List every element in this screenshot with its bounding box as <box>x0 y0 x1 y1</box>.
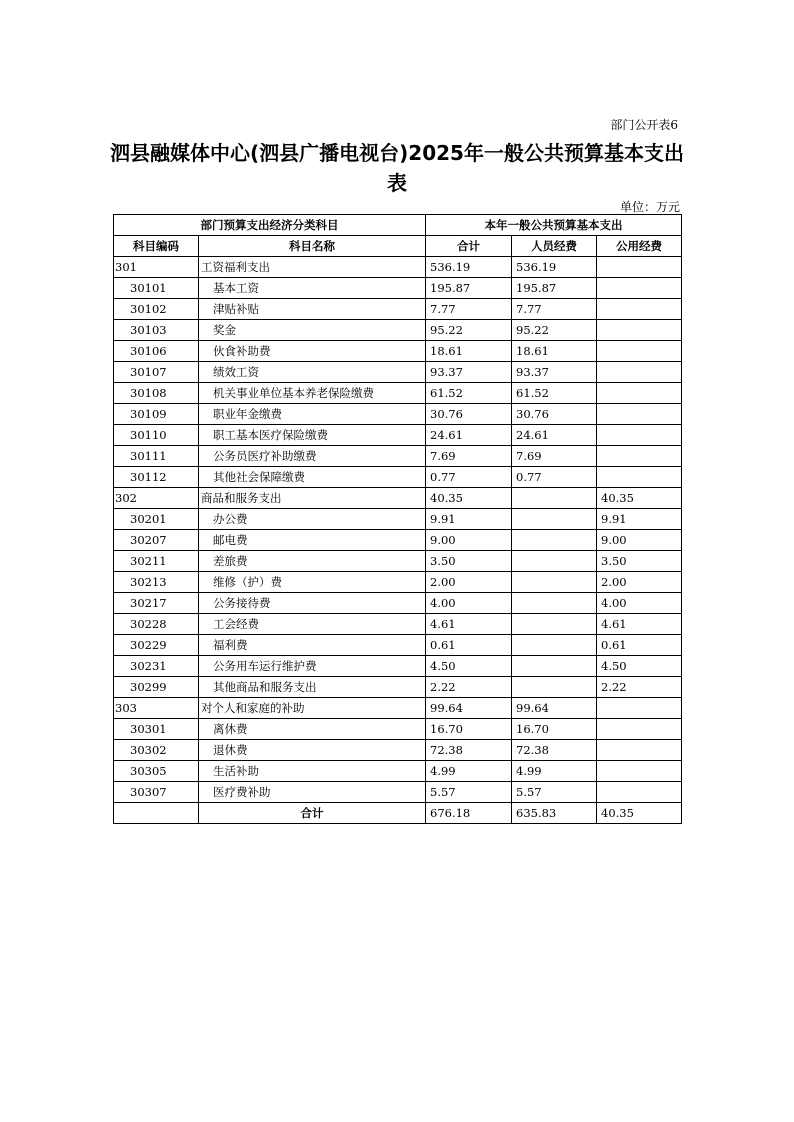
row-subject-name: 邮电费 <box>199 530 426 551</box>
row-total: 24.61 <box>426 425 512 446</box>
row-public-expense <box>597 425 682 446</box>
row-personnel-expense <box>512 488 597 509</box>
header-personnel-expense: 人员经费 <box>512 236 597 257</box>
total-row-total: 676.18 <box>426 803 512 824</box>
row-personnel-expense <box>512 593 597 614</box>
table-row <box>114 467 682 488</box>
row-total: 5.57 <box>426 782 512 803</box>
header-group-economic-class: 部门预算支出经济分类科目 <box>114 215 426 236</box>
table-row <box>114 320 682 341</box>
row-public-expense: 4.00 <box>597 593 682 614</box>
table-row <box>114 593 682 614</box>
row-subject-name: 医疗费补助 <box>199 782 426 803</box>
table-row <box>114 656 682 677</box>
table-row <box>114 530 682 551</box>
row-subject-name: 基本工资 <box>199 278 426 299</box>
row-personnel-expense <box>512 551 597 572</box>
row-subject-code: 30302 <box>114 740 199 761</box>
row-public-expense: 9.91 <box>597 509 682 530</box>
row-personnel-expense: 18.61 <box>512 341 597 362</box>
row-public-expense <box>597 362 682 383</box>
row-public-expense <box>597 278 682 299</box>
table-row <box>114 404 682 425</box>
table-row <box>114 614 682 635</box>
row-total: 99.64 <box>426 698 512 719</box>
table-row <box>114 551 682 572</box>
table-header <box>114 215 682 257</box>
row-public-expense <box>597 719 682 740</box>
row-subject-code: 30217 <box>114 593 199 614</box>
row-public-expense <box>597 761 682 782</box>
row-public-expense: 2.00 <box>597 572 682 593</box>
row-subject-name: 生活补助 <box>199 761 426 782</box>
row-total: 195.87 <box>426 278 512 299</box>
row-subject-name: 福利费 <box>199 635 426 656</box>
row-public-expense: 9.00 <box>597 530 682 551</box>
row-personnel-expense: 24.61 <box>512 425 597 446</box>
row-total: 536.19 <box>426 257 512 278</box>
total-row-public: 40.35 <box>597 803 682 824</box>
row-subject-name: 商品和服务支出 <box>199 488 426 509</box>
row-subject-code: 301 <box>114 257 199 278</box>
row-personnel-expense: 16.70 <box>512 719 597 740</box>
table-row <box>114 635 682 656</box>
row-subject-name: 公务员医疗补助缴费 <box>199 446 426 467</box>
row-personnel-expense: 30.76 <box>512 404 597 425</box>
row-public-expense: 4.50 <box>597 656 682 677</box>
row-subject-name: 津贴补贴 <box>199 299 426 320</box>
table-row <box>114 341 682 362</box>
row-personnel-expense: 72.38 <box>512 740 597 761</box>
row-subject-code: 30111 <box>114 446 199 467</box>
row-public-expense <box>597 467 682 488</box>
row-public-expense: 2.22 <box>597 677 682 698</box>
row-subject-code: 30110 <box>114 425 199 446</box>
row-subject-code: 30305 <box>114 761 199 782</box>
total-row-personnel: 635.83 <box>512 803 597 824</box>
table-row <box>114 677 682 698</box>
row-total: 4.00 <box>426 593 512 614</box>
row-total: 2.22 <box>426 677 512 698</box>
row-subject-code: 30231 <box>114 656 199 677</box>
row-personnel-expense: 93.37 <box>512 362 597 383</box>
page-title: 泗县融媒体中心(泗县广播电视台)2025年一般公共预算基本支出表 <box>110 141 684 195</box>
row-personnel-expense: 99.64 <box>512 698 597 719</box>
row-personnel-expense <box>512 572 597 593</box>
row-subject-code: 30102 <box>114 299 199 320</box>
table-row <box>114 782 682 803</box>
row-subject-name: 职业年金缴费 <box>199 404 426 425</box>
row-subject-code: 30299 <box>114 677 199 698</box>
row-public-expense <box>597 299 682 320</box>
row-personnel-expense: 5.57 <box>512 782 597 803</box>
table-row <box>114 278 682 299</box>
row-personnel-expense: 4.99 <box>512 761 597 782</box>
table-row <box>114 572 682 593</box>
row-subject-code: 30207 <box>114 530 199 551</box>
header-group-row <box>114 215 682 236</box>
row-public-expense <box>597 383 682 404</box>
document-label: 部门公开表6 <box>610 118 678 132</box>
row-subject-name: 奖金 <box>199 320 426 341</box>
row-total: 0.77 <box>426 467 512 488</box>
row-subject-name: 公务用车运行维护费 <box>199 656 426 677</box>
row-total: 16.70 <box>426 719 512 740</box>
table-row <box>114 362 682 383</box>
table-row <box>114 299 682 320</box>
total-row-code <box>114 803 199 824</box>
row-subject-name: 机关事业单位基本养老保险缴费 <box>199 383 426 404</box>
row-subject-code: 30229 <box>114 635 199 656</box>
row-subject-code: 30106 <box>114 341 199 362</box>
table-row <box>114 488 682 509</box>
row-subject-code: 30307 <box>114 782 199 803</box>
row-personnel-expense <box>512 677 597 698</box>
row-subject-code: 303 <box>114 698 199 719</box>
row-public-expense <box>597 446 682 467</box>
table-row <box>114 383 682 404</box>
unit-label: 单位：万元 <box>619 200 680 214</box>
row-total: 2.00 <box>426 572 512 593</box>
table-footer <box>114 803 682 824</box>
row-subject-name: 工会经费 <box>199 614 426 635</box>
row-personnel-expense <box>512 509 597 530</box>
row-subject-name: 其他商品和服务支出 <box>199 677 426 698</box>
row-total: 7.69 <box>426 446 512 467</box>
budget-table <box>113 214 682 824</box>
row-subject-name: 工资福利支出 <box>199 257 426 278</box>
table-row <box>114 509 682 530</box>
row-public-expense <box>597 404 682 425</box>
row-total: 18.61 <box>426 341 512 362</box>
table-row <box>114 698 682 719</box>
row-subject-name: 职工基本医疗保险缴费 <box>199 425 426 446</box>
row-subject-name: 办公费 <box>199 509 426 530</box>
row-subject-name: 差旅费 <box>199 551 426 572</box>
row-personnel-expense: 61.52 <box>512 383 597 404</box>
row-subject-code: 30103 <box>114 320 199 341</box>
row-subject-name: 离休费 <box>199 719 426 740</box>
row-subject-code: 30112 <box>114 467 199 488</box>
row-personnel-expense <box>512 614 597 635</box>
row-total: 0.61 <box>426 635 512 656</box>
header-group-basic-expenditure: 本年一般公共预算基本支出 <box>426 215 682 236</box>
row-subject-code: 30228 <box>114 614 199 635</box>
row-total: 4.50 <box>426 656 512 677</box>
row-personnel-expense: 0.77 <box>512 467 597 488</box>
row-subject-name: 维修（护）费 <box>199 572 426 593</box>
table-row <box>114 761 682 782</box>
table-row <box>114 257 682 278</box>
table-row <box>114 446 682 467</box>
row-personnel-expense: 7.69 <box>512 446 597 467</box>
row-total: 9.91 <box>426 509 512 530</box>
row-personnel-expense: 195.87 <box>512 278 597 299</box>
table-row <box>114 425 682 446</box>
row-subject-code: 30109 <box>114 404 199 425</box>
row-personnel-expense: 7.77 <box>512 299 597 320</box>
row-public-expense: 4.61 <box>597 614 682 635</box>
row-public-expense: 40.35 <box>597 488 682 509</box>
row-subject-code: 30211 <box>114 551 199 572</box>
row-personnel-expense <box>512 530 597 551</box>
row-subject-code: 30201 <box>114 509 199 530</box>
table-body <box>114 257 682 803</box>
row-total: 72.38 <box>426 740 512 761</box>
row-subject-name: 绩效工资 <box>199 362 426 383</box>
row-subject-code: 30301 <box>114 719 199 740</box>
table-row <box>114 719 682 740</box>
header-column-row <box>114 236 682 257</box>
row-total: 30.76 <box>426 404 512 425</box>
row-personnel-expense: 95.22 <box>512 320 597 341</box>
header-total: 合计 <box>426 236 512 257</box>
total-row <box>114 803 682 824</box>
row-total: 40.35 <box>426 488 512 509</box>
total-row-label: 合计 <box>199 803 426 824</box>
row-public-expense <box>597 782 682 803</box>
row-public-expense <box>597 698 682 719</box>
row-total: 95.22 <box>426 320 512 341</box>
row-public-expense: 0.61 <box>597 635 682 656</box>
row-total: 9.00 <box>426 530 512 551</box>
row-subject-name: 对个人和家庭的补助 <box>199 698 426 719</box>
row-subject-name: 其他社会保障缴费 <box>199 467 426 488</box>
row-personnel-expense <box>512 635 597 656</box>
row-public-expense <box>597 320 682 341</box>
row-subject-code: 302 <box>114 488 199 509</box>
row-subject-name: 退休费 <box>199 740 426 761</box>
row-total: 3.50 <box>426 551 512 572</box>
header-subject-code: 科目编码 <box>114 236 199 257</box>
header-subject-name: 科目名称 <box>199 236 426 257</box>
row-subject-name: 公务接待费 <box>199 593 426 614</box>
row-subject-code: 30107 <box>114 362 199 383</box>
row-public-expense <box>597 257 682 278</box>
row-personnel-expense: 536.19 <box>512 257 597 278</box>
table-row <box>114 740 682 761</box>
row-total: 93.37 <box>426 362 512 383</box>
row-total: 61.52 <box>426 383 512 404</box>
row-total: 4.61 <box>426 614 512 635</box>
row-total: 7.77 <box>426 299 512 320</box>
row-total: 4.99 <box>426 761 512 782</box>
row-public-expense <box>597 740 682 761</box>
row-public-expense <box>597 341 682 362</box>
row-subject-code: 30213 <box>114 572 199 593</box>
header-public-expense: 公用经费 <box>597 236 682 257</box>
row-subject-code: 30101 <box>114 278 199 299</box>
row-public-expense: 3.50 <box>597 551 682 572</box>
row-subject-name: 伙食补助费 <box>199 341 426 362</box>
row-subject-code: 30108 <box>114 383 199 404</box>
row-personnel-expense <box>512 656 597 677</box>
